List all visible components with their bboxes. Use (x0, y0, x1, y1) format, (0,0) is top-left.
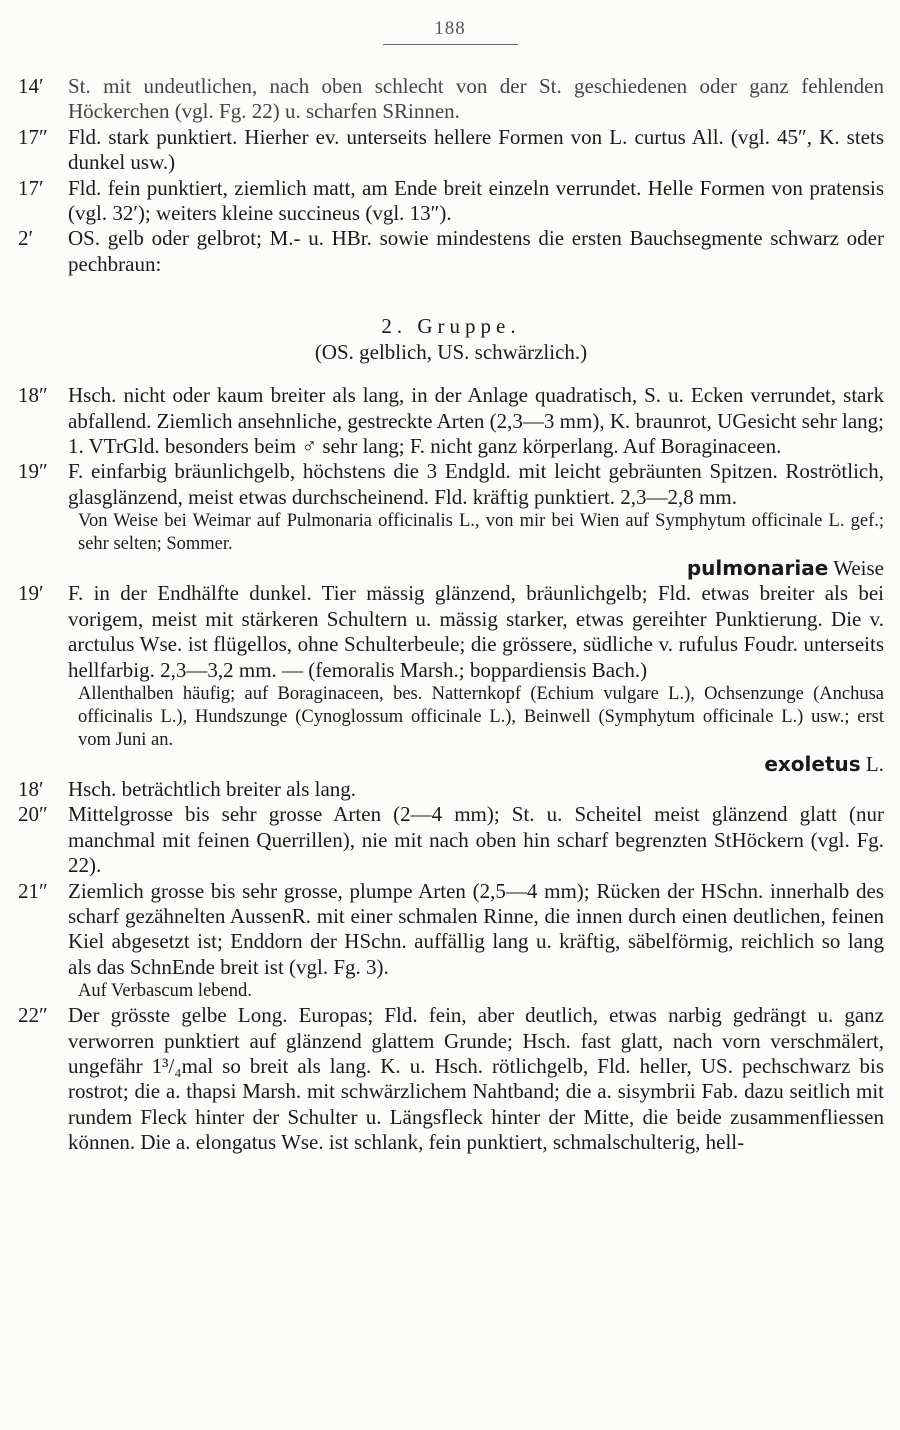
key-entry (18, 879, 884, 981)
entry-text: Hsch. beträchtlich breiter als lang. (68, 776, 357, 801)
couplet-number: 19′ (18, 581, 44, 606)
couplet-number: 14′ (18, 74, 44, 98)
entry-text: F. einfarbig bräunlichgelb, höchstens die 3 Endgld. mit leicht gebräunten Spitzen. Roströtlich, glasglänzend, meist etwas durchscheinend. Fld. kräftig punktiert. 2,3—2,8 mm. (68, 459, 884, 509)
entry-text: Fld. stark punktiert. Hierher ev. unterseits hellere Formen von L. curtus All. (vgl. 45″, K. stets dunkel usw.) (68, 124, 884, 175)
couplet-number: 22″ (18, 1003, 48, 1028)
entry-text: Mittelgrosse bis sehr grosse Arten (2—4 mm); St. u. Scheitel meist glänzend glatt (nur manchmal mit feinen Querrillen), nie mit nach oben hin scharf begrenzten StHöckern (vgl. Fg. 22). (68, 802, 884, 878)
distribution-note: Auf Verbascum lebend. (78, 981, 252, 1002)
entry-text: St. mit undeutlichen, nach oben schlecht von der St. geschiedenen oder ganz fehlenden Höckerchen (vgl. Fg. 22) u. scharfen SRinnen. (68, 74, 884, 124)
key-entry (18, 125, 884, 176)
entry-text: Fld. fein punktiert, ziemlich matt, am Ende breit einzeln verrundet. Helle Formen von pratensis (vgl. 32′); weiters kleine succineus (vgl. 13″). (68, 175, 884, 226)
species-author: L. (865, 751, 884, 776)
key-text (18, 74, 884, 1156)
entry-text: OS. gelb oder gelbrot; M.- u. HBr. sowie mindestens die ersten Bauchsegmente schwarz oder pechbraun: (68, 226, 884, 276)
couplet-number: 19″ (18, 459, 48, 484)
species-name: pulmonariae (686, 556, 829, 581)
key-entry (18, 1003, 884, 1155)
couplet-number: 17″ (18, 124, 48, 149)
couplet-number: 21″ (18, 878, 48, 903)
page-number: 188 (434, 18, 466, 39)
key-entry (18, 581, 884, 683)
couplet-number: 2′ (18, 226, 34, 251)
couplet-number: 20″ (18, 802, 48, 827)
distribution-note: Allenthalben häufig; auf Boraginaceen, bes. Natternkopf (Echium vulgare L.), Ochsenzunge (Anchusa officinalis L.), Hundszunge (Cynoglossum officinale L.), Beinwell (Symphytum officinale L.) usw.; erst vom Juni an. (78, 683, 884, 750)
couplet-number: 18″ (18, 383, 48, 408)
key-entry (18, 459, 884, 510)
entry-text: F. in der Endhälfte dunkel. Tier mässig glänzend, bräunlichgelb; Fld. etwas breiter als bei vorigem, meist mit stärkeren Schultern u. mässig starker, etwas gereihter Punktierung. Die v. arctulus Wse. ist flügellos, ohne Schulterbeule; die grössere, südliche v. rufulus Foudr. unterseits hellfarbig. 2,3—3,2 mm. — (femoralis Marsh.; boppardiensis Bach.) (68, 581, 884, 682)
couplet-number: 17′ (18, 175, 44, 200)
key-entry (18, 777, 884, 802)
group-subheading: (OS. gelblich, US. schwärzlich.) (314, 340, 588, 365)
key-entry (18, 802, 884, 878)
species-name: exoletus (764, 751, 861, 776)
header-rule (383, 44, 518, 45)
key-entry (18, 176, 884, 227)
entry-text: Der grösste gelbe Long. Europas; Fld. fein, aber deutlich, etwas narbig gedrängt u. ganz verworren punktiert auf glänzend glattem Grunde; Hsch. fast glatt, nach vorn verschmälert, ungefähr 1³/₄mal so breit als lang. K. u. Hsch. rötlichgelb, Fld. heller, US. pechschwarz bis rostrot; die a. thapsi Marsh. mit schwärzlichem Nahtband; die a. sisymbrii Fab. dazu seitlich mit rundem Fleck hinter der Schulter u. Längsfleck hinter der Mitte, die beide zusammenfliessen können. Die a. elongatus Wse. ist schlank, fein punktiert, schmalschulterig, hell- (68, 1003, 884, 1155)
key-entry (18, 383, 884, 459)
couplet-number: 18′ (18, 776, 44, 801)
species-line (18, 556, 884, 581)
species-line (18, 752, 884, 777)
entry-text: Ziemlich grosse bis sehr grosse, plumpe Arten (2,5—4 mm); Rücken der HSchn. innerhalb des scharf gezähnelten AussenR. mit einer schmalen Rinne, die innen durch einen deutlichen, feinen Kiel abgesetzt ist; Enddorn der HSchn. auffällig lang u. kräftig, säbelförmig, reichlich so lang als das SchnEnde breit ist (vgl. Fg. 3). (68, 878, 884, 979)
entry-text: Hsch. nicht oder kaum breiter als lang, in der Anlage quadratisch, S. u. Ecken verrundet, stark abfallend. Ziemlich ansehnliche, gestreckte Arten (2,3—3 mm), K. braunrot, UGesicht sehr lang; 1. VTrGld. besonders beim ♂ sehr lang; F. nicht ganz körperlang. Auf Boraginaceen. (68, 383, 884, 459)
key-entry (18, 226, 884, 277)
group-heading: 2. Gruppe. (381, 314, 521, 339)
key-entry (18, 74, 884, 125)
distribution-note: Von Weise bei Weimar auf Pulmonaria officinalis L., von mir bei Wien auf Symphytum officinale L. gef.; sehr selten; Sommer. (78, 511, 884, 555)
species-author: Weise (833, 556, 884, 581)
